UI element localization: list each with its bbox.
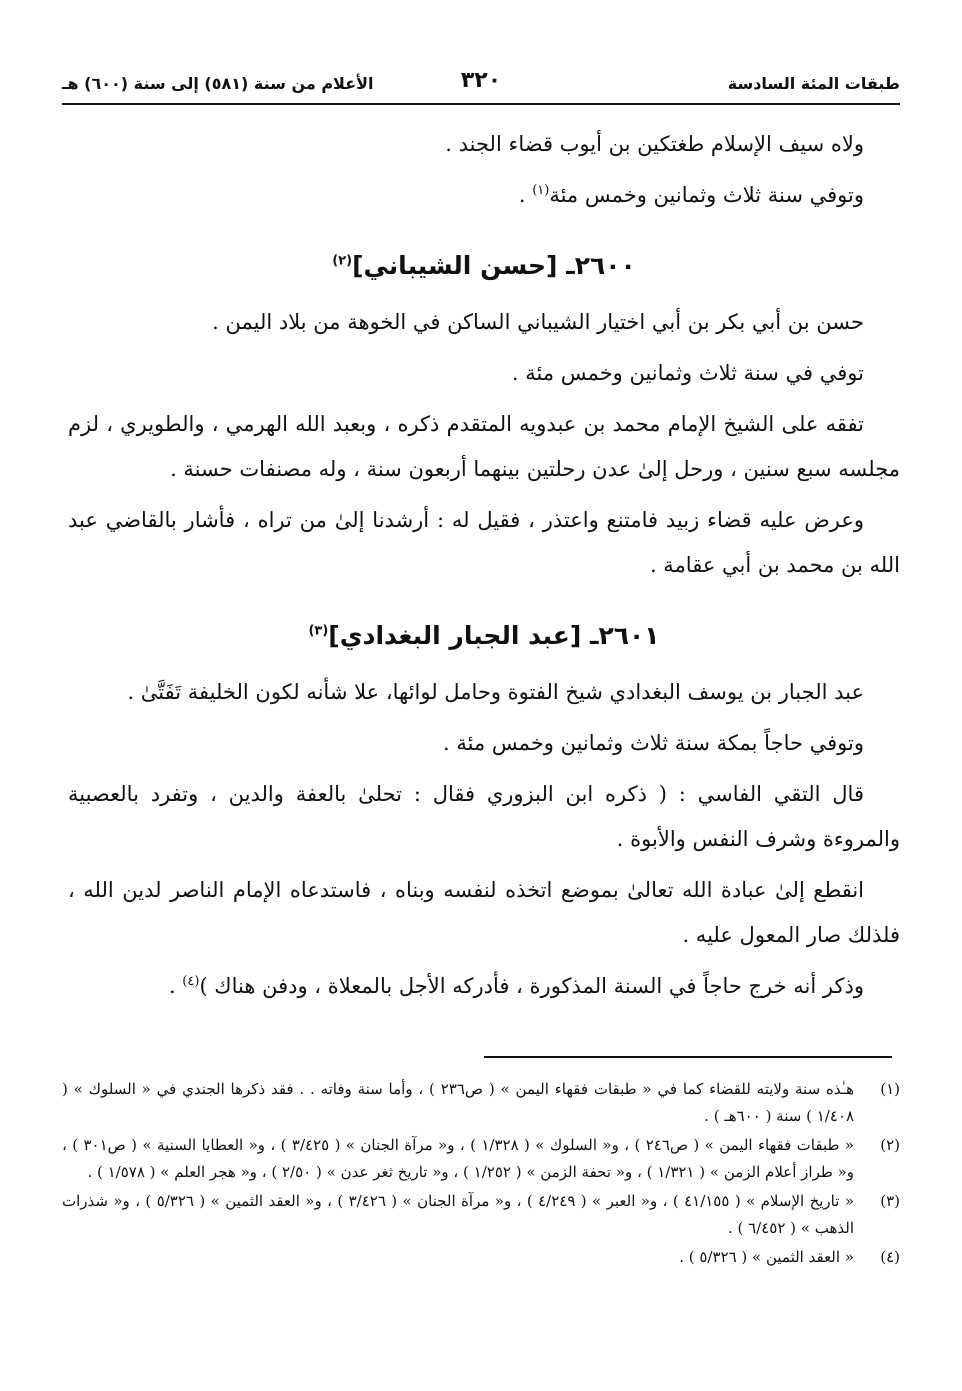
paragraph: وتوفي حاجاً بمكة سنة ثلاث وثمانين وخمس مئة . [443,731,864,755]
paragraph: ولاه سيف الإسلام طغتكين بن أيوب قضاء الجند . [445,132,864,156]
paragraph-end: . [518,183,533,207]
paragraph: وعرض عليه قضاء زبيد فامتنع واعتذر ، فقيل له : أرشدنا إلىٰ من تراه ، فأشار بالقاضي عبد الله بن محمد بن أبي عقامة . [68,508,900,577]
paragraph: تفقه على الشيخ الإمام محمد بن عبدويه المتقدم ذكره ، وبعبد الله الهرمي ، والطويري ، لزم مجلسه سبع سنين ، ورحل إلىٰ عدن رحلتين بينهما أربعون سنة ، وله مصنفات حسنة . [68,412,900,481]
footnote-text: « العقد الثمين » ( ٥/٣٢٦ ) . [679,1248,854,1266]
paragraph: قال التقي الفاسي : ( ذكره ابن البزوري فقال : تحلىٰ بالعفة والدين ، وتفرد بالعصبية والمروءة وشرف النفس والأبوة . [68,782,900,851]
footnote-number: (٢) [880,1136,900,1154]
footnote-ref[interactable]: (٣) [308,623,329,639]
paragraph-end: . [168,974,183,998]
footnote-item [62,1188,900,1242]
footnote-ref[interactable]: (٢) [332,253,353,269]
entry-heading [68,244,900,288]
header-book-range: الأعلام من سنة (٥٨١) إلى سنة (٦٠٠) هـ [62,74,374,93]
footnote-ref[interactable]: (١) [532,183,550,198]
entry-heading-text: ٢٦٠٠ـ [حسن الشيباني] [352,251,636,280]
footnote-divider [484,1056,892,1058]
header-divider [62,103,900,105]
paragraph: انقطع إلىٰ عبادة الله تعالىٰ بموضع اتخذه لنفسه وبناه ، فاستدعاه الإمام الناصر لدين الله ، فلذلك صار المعول عليه . [68,878,900,947]
entry-heading-text: ٢٦٠١ـ [عبد الجبار البغدادي] [328,621,660,650]
paragraph [68,964,900,1009]
footnote-text: هـٰذه سنة ولايته للقضاء كما في « طبقات فقهاء اليمن » ( ص٢٣٦ ) ، وأما سنة وفاته . . فقد ذكرها الجندي في « السلوك » ( ١/٤٠٨ ) سنة ( ٦٠٠هـ ) . [62,1080,855,1125]
footnote-item [62,1076,900,1130]
page-number: ٣٢٠ [460,68,502,93]
paragraph: حسن بن أبي بكر بن أبي اختيار الشيباني الساكن في الخوهة من بلاد اليمن . [212,310,864,334]
paragraph [68,173,900,218]
footnote-number: (٤) [880,1248,900,1266]
footnotes [62,1076,900,1273]
footnote-number: (٣) [880,1192,900,1210]
header-section-title: طبقات المئة السادسة [727,74,900,93]
footnote-text: « تاريخ الإسلام » ( ٤١/١٥٥ ) ، و« العبر » ( ٤/٢٤٩ ) ، و« مرآة الجنان » ( ٣/٤٢٦ ) ، و« العقد الثمين » ( ٥/٣٢٦ ) ، و« شذرات الذهب » ( ٦/٤٥٢ ) . [62,1192,854,1237]
paragraph-text: وتوفي سنة ثلاث وثمانين وخمس مئة [549,183,864,207]
footnote-text: « طبقات فقهاء اليمن » ( ص٢٤٦ ) ، و« السلوك » ( ١/٣٢٨ ) ، و« مرآة الجنان » ( ٣/٤٢٥ ) ، و« العطايا السنية » ( ص٣٠١ ) ، و« طراز أعلام الزمن » ( ١/٣٢١ ) ، و« تحفة الزمن » ( ١/٢٥٢ ) ، و« تاريخ ثغر عدن » ( ٢/٥٠ ) ، و« هجر العلم » ( ١/٥٧٨ ) . [62,1136,854,1181]
footnote-item [62,1244,900,1271]
entry-heading [68,614,900,658]
footnote-number: (١) [880,1080,900,1098]
paragraph: عبد الجبار بن يوسف البغدادي شيخ الفتوة وحامل لوائها، علا شأنه لكون الخليفة تَفَتَّىٰ . [127,680,864,704]
footnote-item [62,1132,900,1186]
paragraph-text: وذكر أنه خرج حاجاً في السنة المذكورة ، فأدركه الأجل بالمعلاة ، ودفن هناك ) [199,974,864,998]
paragraph: توفي في سنة ثلاث وثمانين وخمس مئة . [511,361,864,385]
running-header [62,66,900,100]
main-text [68,122,900,1015]
footnote-ref[interactable]: (٤) [182,974,200,989]
